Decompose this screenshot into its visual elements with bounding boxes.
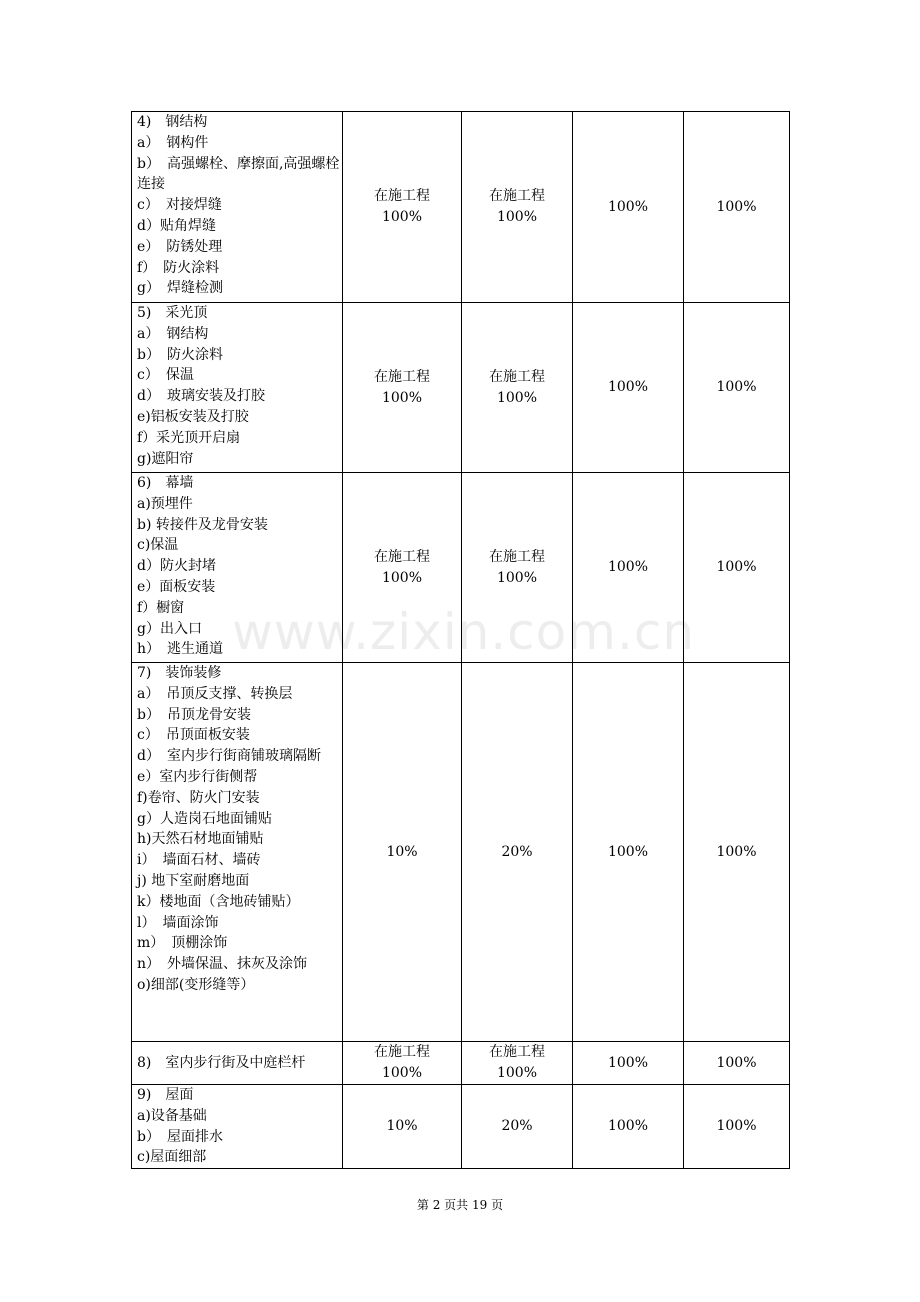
progress-cell: [343, 1042, 462, 1085]
item-line: g)遮阳帘: [137, 450, 194, 467]
item-line: a)预埋件: [137, 495, 193, 512]
cell-text: 100%: [496, 1065, 538, 1081]
progress-cell: 100%: [684, 1042, 790, 1085]
item-line: k）楼地面（含地砖铺贴）: [137, 893, 300, 910]
page-footer: 第 2 页共 19 页: [416, 1198, 504, 1212]
progress-cell: 100%: [684, 663, 790, 1042]
progress-cell: 100%: [573, 303, 684, 473]
item-line: h)天然石材地面铺贴: [137, 831, 264, 848]
progress-cell: 100%: [684, 303, 790, 473]
progress-cell: [343, 112, 462, 303]
table-row: [132, 1042, 790, 1085]
item-line: e)铝板安装及打胶: [137, 408, 249, 425]
cell-text: 100%: [496, 389, 538, 406]
progress-cell: 100%: [684, 1085, 790, 1169]
cell-text: 100%: [496, 569, 538, 586]
item-line: n） 外墙保温、抹灰及涂饰: [137, 956, 308, 973]
table-row: [132, 663, 790, 1042]
item-line: b） 高强螺栓、摩擦面,高强螺栓连接: [137, 155, 340, 193]
item-line: a)设备基础: [137, 1107, 207, 1124]
item-line: d）防火封堵: [137, 558, 216, 575]
progress-cell: 100%: [573, 663, 684, 1042]
cell-text: 在施工程: [489, 368, 545, 385]
item-line: a） 钢结构: [137, 325, 209, 342]
item-line: c)屋面细部: [137, 1149, 207, 1166]
item-line: a） 钢构件: [137, 134, 209, 151]
progress-cell: [343, 303, 462, 473]
cell-text: 在施工程: [374, 188, 430, 204]
table-row: [132, 303, 790, 473]
item-line: a） 吊顶反支撑、转换层: [137, 685, 293, 702]
cell-text: 100%: [381, 209, 423, 225]
item-cell: [132, 1085, 343, 1169]
item-line: c） 对接焊缝: [137, 197, 222, 214]
progress-cell: [462, 1042, 573, 1085]
progress-cell: 100%: [684, 112, 790, 303]
progress-cell: 20%: [462, 663, 573, 1042]
table-row: [132, 1085, 790, 1169]
item-line: b） 吊顶龙骨安装: [137, 706, 251, 723]
item-line: o)细部(变形缝等）: [137, 976, 255, 993]
item-cell: [132, 303, 343, 473]
item-line: h） 逃生通道: [137, 641, 224, 658]
item-line: 4) 钢结构: [137, 114, 208, 130]
item-line: f)卷帘、防火门安装: [137, 789, 260, 806]
cell-text: 100%: [496, 209, 538, 225]
item-cell: [132, 473, 343, 663]
item-line: 6) 幕墙: [137, 475, 194, 491]
item-line: g） 焊缝检测: [137, 280, 223, 297]
cell-text: 在施工程: [489, 1044, 545, 1060]
item-line: c） 吊顶面板安装: [137, 727, 250, 744]
progress-cell: [462, 112, 573, 303]
cell-text: 在施工程: [374, 368, 430, 385]
item-line: 8) 室内步行街及中庭栏杆: [137, 1054, 306, 1071]
item-line: f）橱窗: [137, 599, 185, 616]
item-line: c)保温: [137, 537, 179, 554]
item-line: i） 墙面石材、墙砖: [137, 852, 261, 869]
item-line: 9) 屋面: [137, 1087, 194, 1103]
table-row: [132, 112, 790, 303]
progress-cell: 20%: [462, 1085, 573, 1169]
item-line: c） 保温: [137, 367, 194, 384]
cell-text: 在施工程: [374, 1044, 430, 1060]
item-line: e） 防锈处理: [137, 238, 223, 255]
cell-text: 在施工程: [489, 188, 545, 204]
item-line: 7) 装饰装修: [137, 665, 222, 681]
item-cell: [132, 663, 343, 1042]
progress-cell: [462, 303, 573, 473]
item-line: g）出入口: [137, 620, 202, 637]
progress-table: [131, 111, 790, 1169]
item-line: b） 防火涂料: [137, 346, 223, 363]
progress-cell: 100%: [573, 1085, 684, 1169]
cell-text: 100%: [381, 389, 423, 406]
item-line: l） 墙面涂饰: [137, 914, 219, 931]
progress-cell: 100%: [573, 112, 684, 303]
item-cell: [132, 112, 343, 303]
cell-text: 100%: [381, 569, 423, 586]
item-line: f）采光顶开启扇: [137, 429, 241, 446]
table-row: [132, 473, 790, 663]
item-line: 5) 采光顶: [137, 305, 208, 321]
progress-cell: 10%: [343, 663, 462, 1042]
cell-text: 在施工程: [374, 548, 430, 565]
item-line: j) 地下室耐磨地面: [137, 872, 250, 889]
progress-cell: 10%: [343, 1085, 462, 1169]
item-line: e）面板安装: [137, 578, 216, 595]
progress-cell: 100%: [573, 1042, 684, 1085]
item-line: b） 屋面排水: [137, 1128, 223, 1145]
item-line: m） 顶棚涂饰: [137, 935, 228, 952]
progress-cell: [462, 473, 573, 663]
item-line: d） 玻璃安装及打胶: [137, 388, 265, 405]
progress-cell: 100%: [684, 473, 790, 663]
item-line: e）室内步行街侧帮: [137, 768, 258, 785]
item-line: f） 防火涂料: [137, 259, 220, 276]
item-line: d） 室内步行街商铺玻璃隔断: [137, 748, 321, 765]
item-line: d）贴角焊缝: [137, 217, 216, 234]
cell-text: 100%: [381, 1065, 423, 1081]
cell-text: 在施工程: [489, 548, 545, 565]
progress-cell: [343, 473, 462, 663]
progress-cell: 100%: [573, 473, 684, 663]
item-line: g）人造岗石地面铺贴: [137, 810, 272, 827]
item-cell: [132, 1042, 343, 1085]
item-line: b) 转接件及龙骨安装: [137, 516, 268, 533]
watermark-text: www.zixin.com.cn: [232, 603, 696, 661]
